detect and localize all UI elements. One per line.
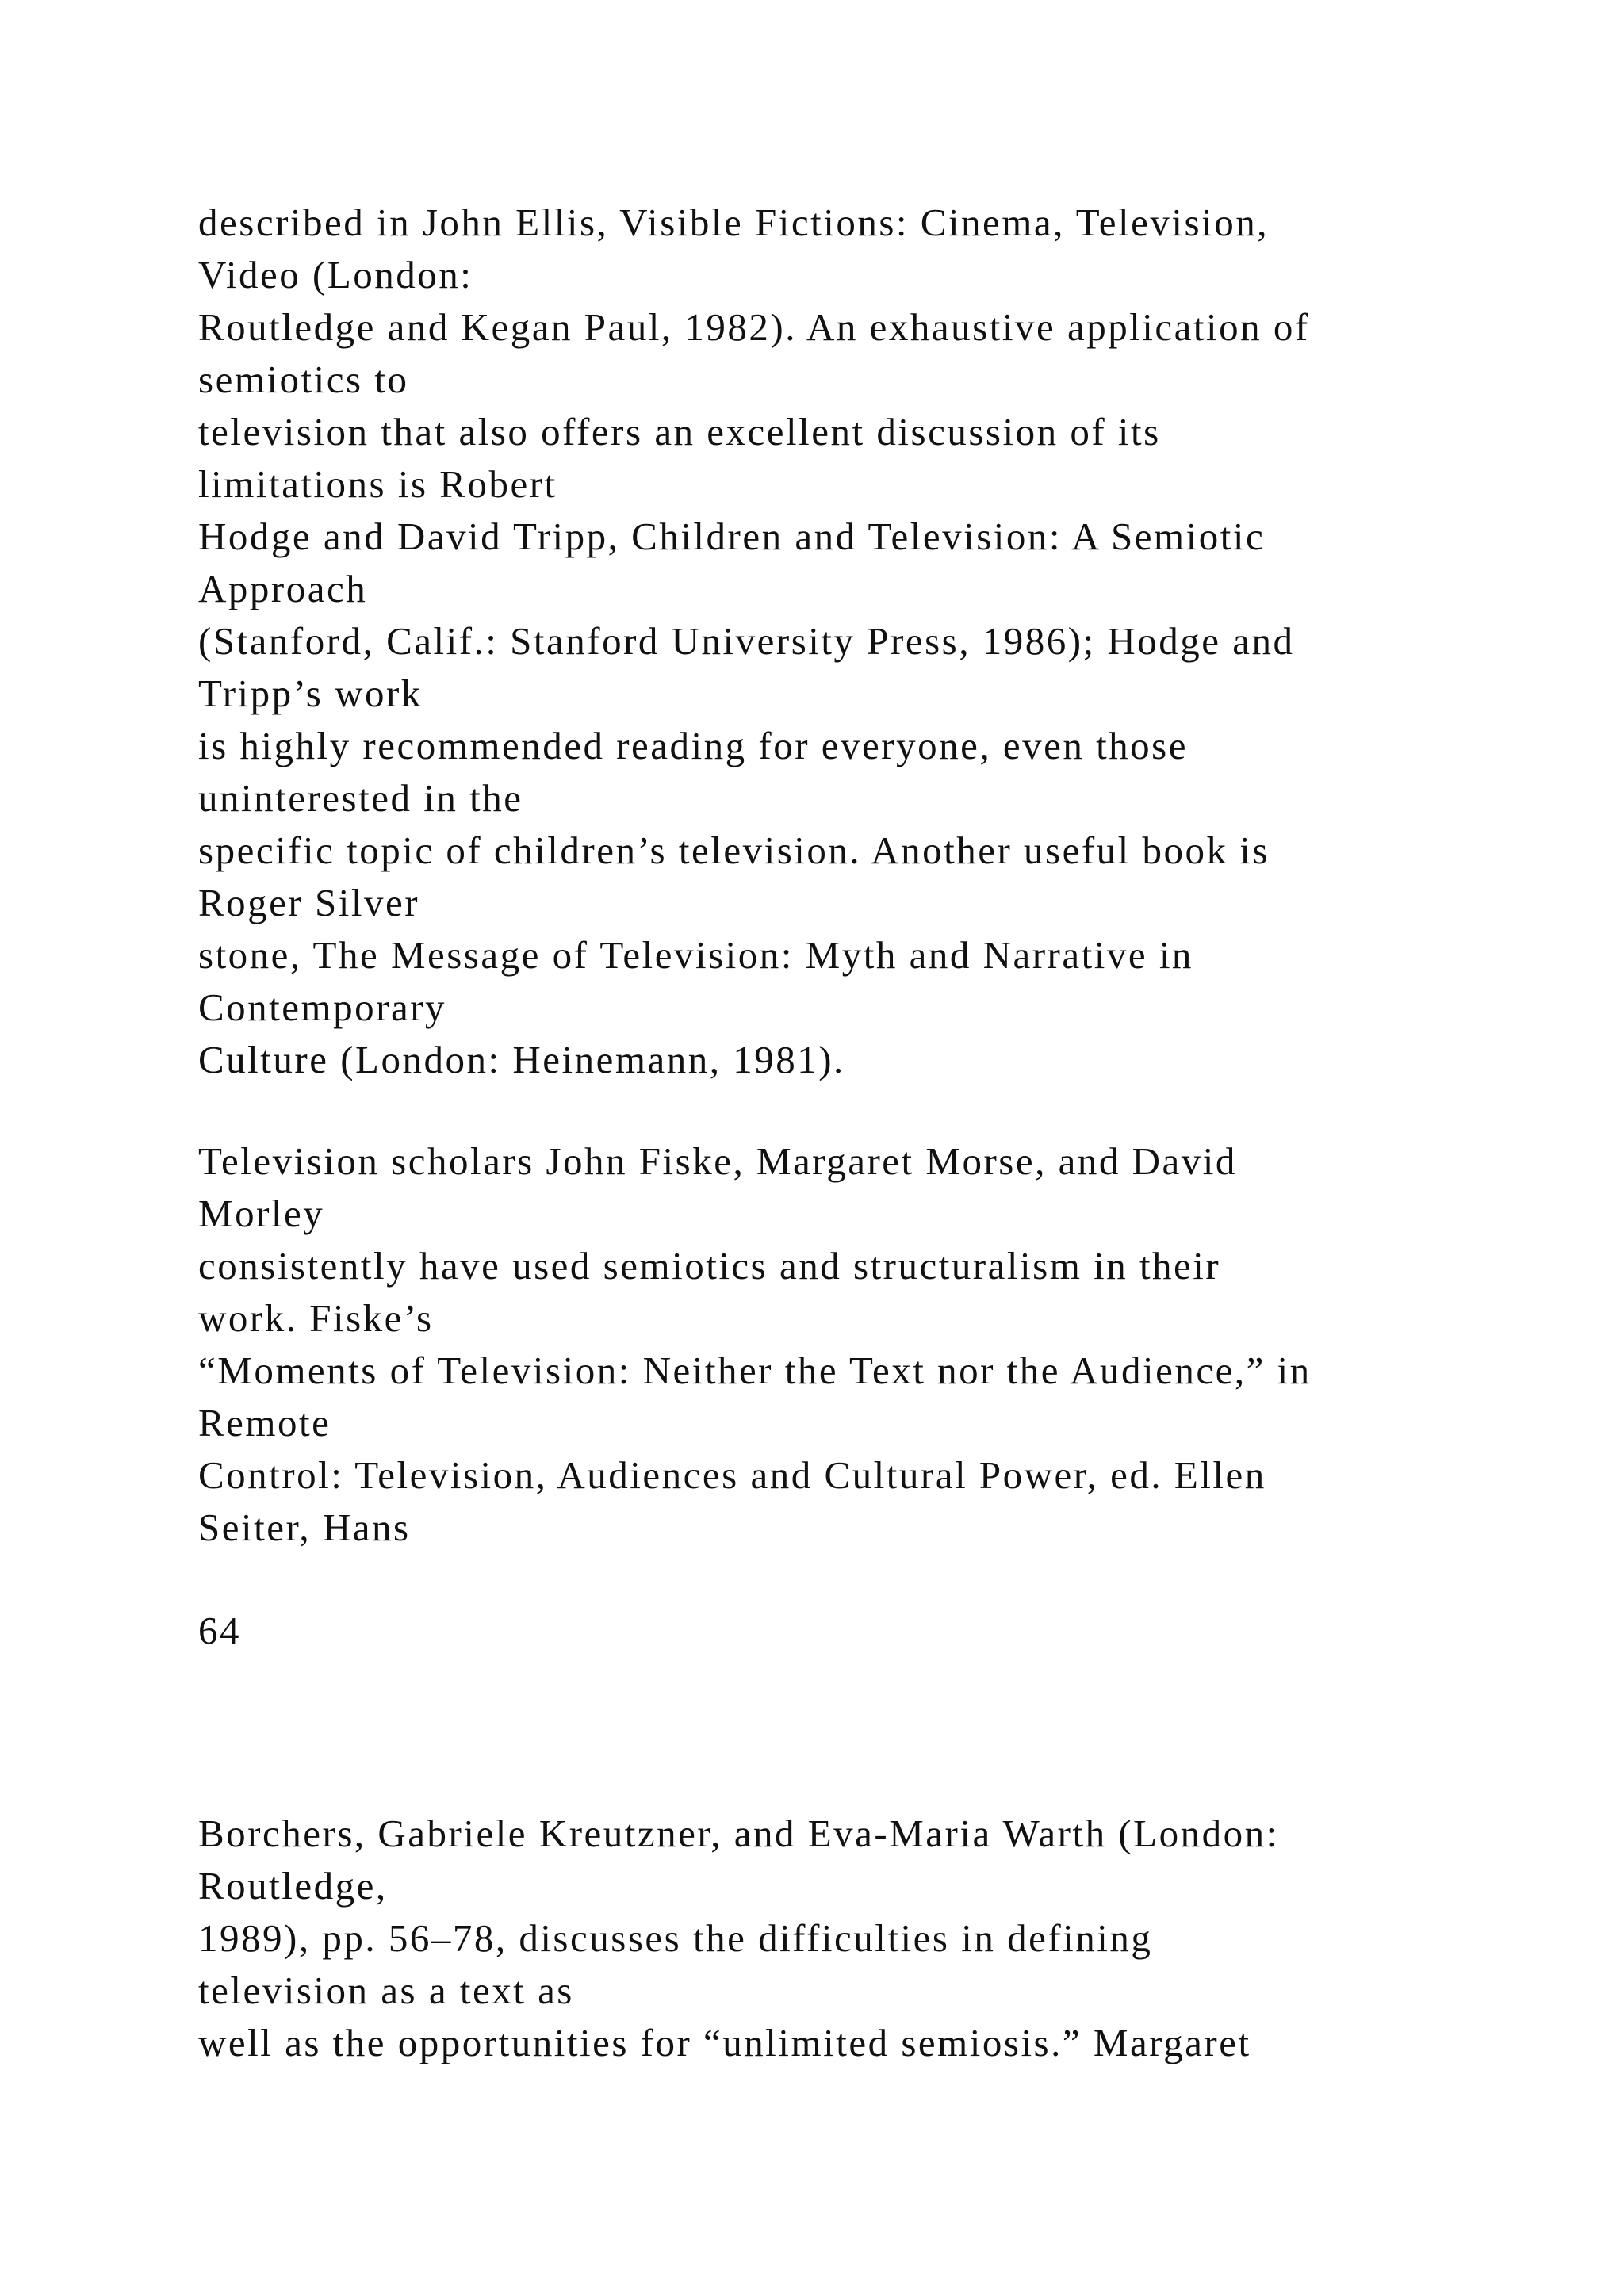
text-line: Control: Television, Audiences and Cultural Power, ed. Ellen — [198, 1453, 1266, 1497]
paragraph-references-semiotics — [198, 197, 1546, 1086]
paragraph-television-scholars — [198, 1135, 1546, 1554]
text-line: television as a text as — [198, 1969, 574, 2012]
text-line: semiotics to — [198, 358, 409, 401]
text-line: Routledge, — [198, 1864, 388, 1908]
paragraph-continuation — [198, 1808, 1546, 2069]
text-line: Television scholars John Fiske, Margaret Morse, and David — [198, 1139, 1237, 1183]
text-line: described in John Ellis, Visible Fictions: Cinema, Television, — [198, 201, 1269, 244]
text-line: uninterested in the — [198, 776, 523, 820]
text-line: Culture (London: Heinemann, 1981). — [198, 1038, 845, 1081]
text-line: specific topic of children’s television. Another useful book is — [198, 828, 1270, 872]
text-line: Borchers, Gabriele Kreutzner, and Eva-Maria Warth (London: — [198, 1812, 1279, 1855]
text-line: “Moments of Television: Neither the Text nor the Audience,” in — [198, 1349, 1312, 1392]
page-number-text: 64 — [198, 1609, 241, 1652]
text-line: consistently have used semiotics and structuralism in their — [198, 1244, 1221, 1288]
text-line: Tripp’s work — [198, 672, 423, 715]
text-line: Morley — [198, 1192, 325, 1235]
text-line: well as the opportunities for “unlimited semiosis.” Margaret — [198, 2021, 1251, 2064]
text-line: 1989), pp. 56–78, discusses the difficulties in defining — [198, 1916, 1153, 1960]
text-line: Approach — [198, 567, 368, 610]
text-line: Video (London: — [198, 253, 473, 297]
text-line: work. Fiske’s — [198, 1296, 434, 1340]
text-line: Contemporary — [198, 985, 447, 1029]
text-line: television that also offers an excellent discussion of its — [198, 410, 1161, 453]
text-line: Hodge and David Tripp, Children and Television: A Semiotic — [198, 515, 1266, 558]
text-line: stone, The Message of Television: Myth and Narrative in — [198, 933, 1193, 977]
text-line: is highly recommended reading for everyone, even those — [198, 724, 1189, 767]
text-line: Seiter, Hans — [198, 1506, 411, 1549]
text-line: limitations is Robert — [198, 462, 557, 506]
text-line: Roger Silver — [198, 881, 420, 924]
page-number — [198, 1605, 1546, 1657]
text-line: Routledge and Kegan Paul, 1982). An exhaustive application of — [198, 305, 1310, 349]
text-line: Remote — [198, 1401, 331, 1445]
text-line: (Stanford, Calif.: Stanford University Press, 1986); Hodge and — [198, 619, 1295, 663]
